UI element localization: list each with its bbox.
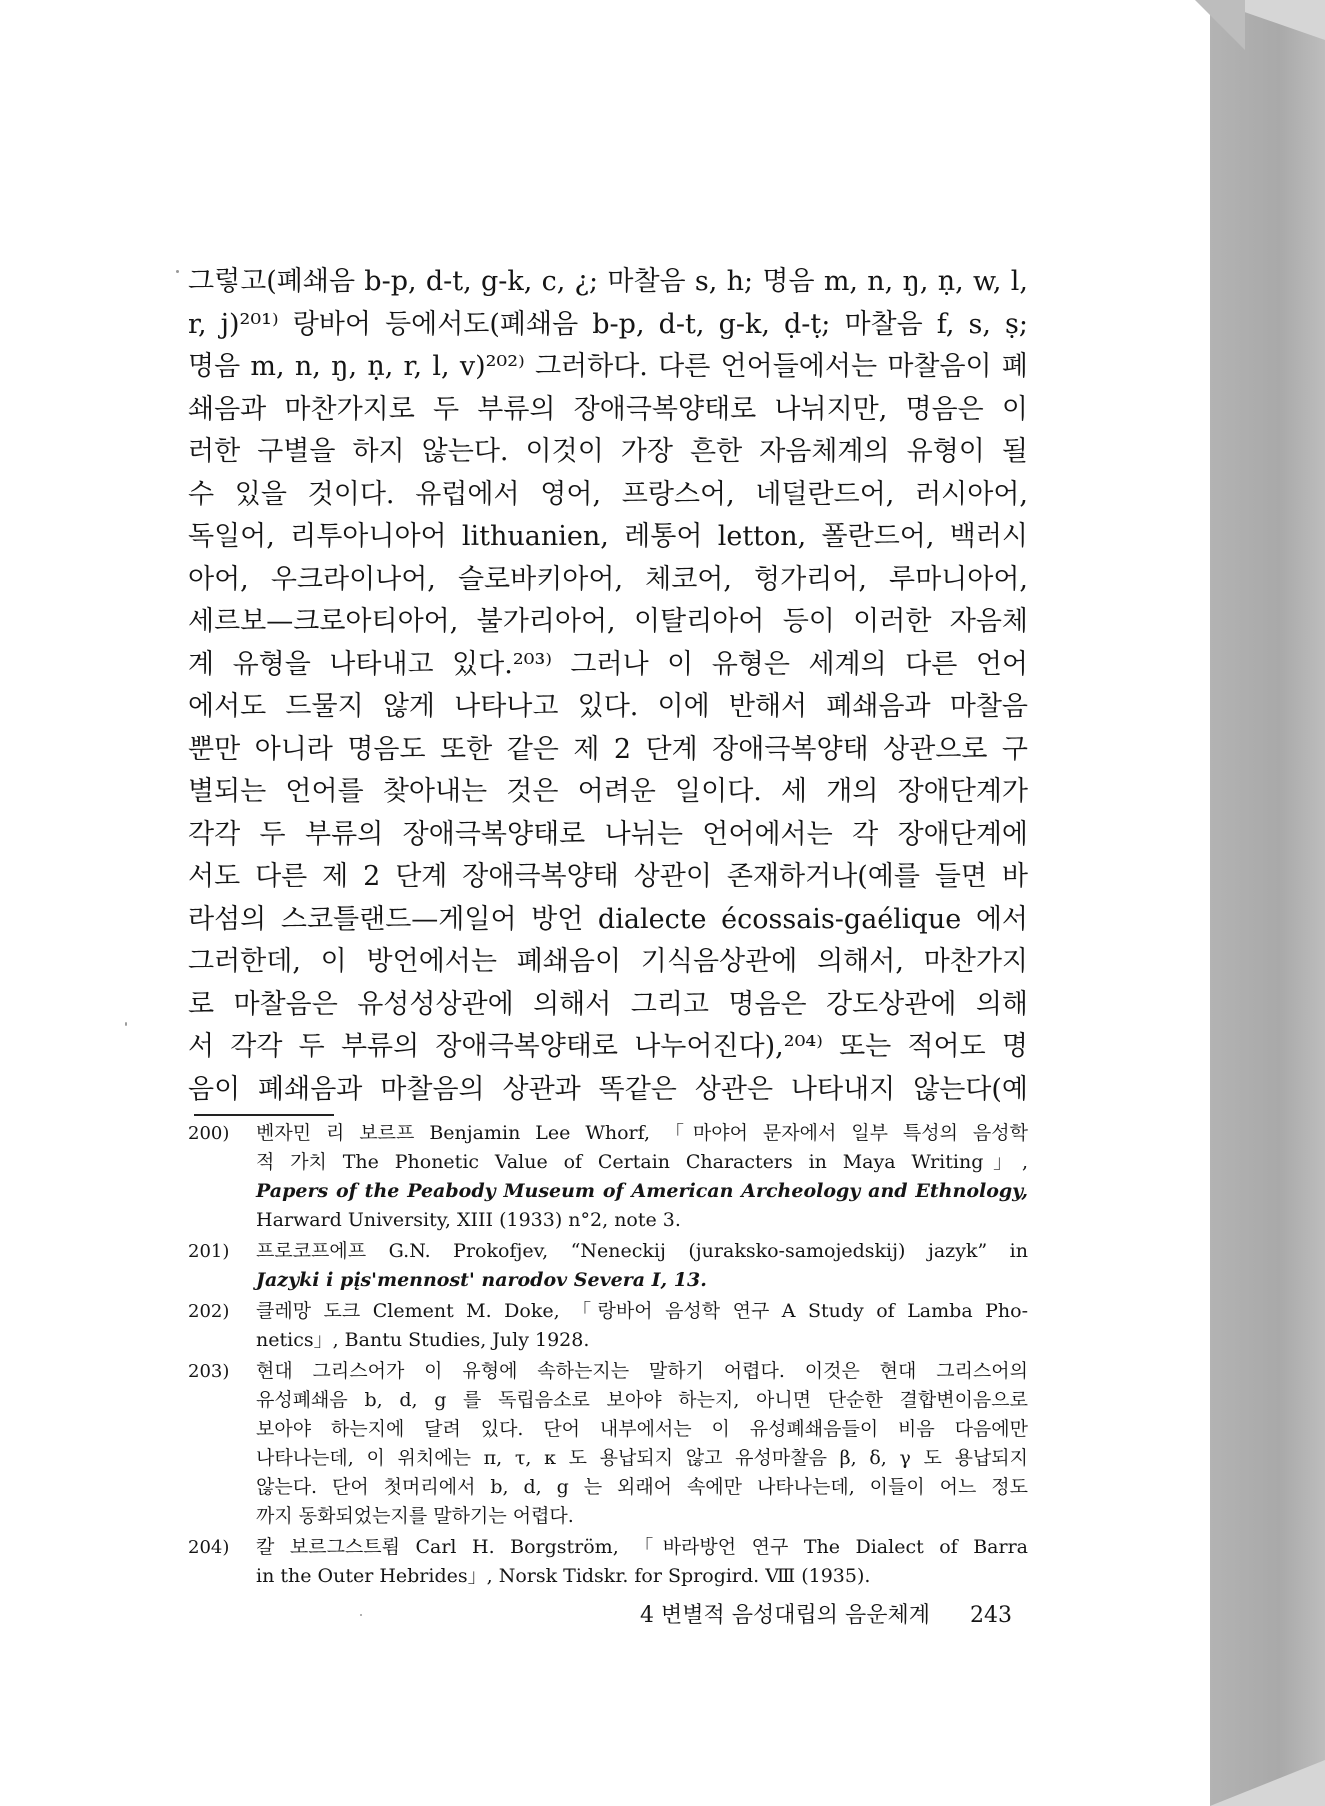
footnote [188,1119,1028,1235]
text-line: 음이 폐쇄음과 마찰음의 상관과 똑같은 상관은 나타내지 않는다(예 [188,1073,1028,1105]
scan-speck [176,270,179,273]
footnote-line: 현대 그리스어가 이 유형에 속하는지는 말하기 어렵다. 이것은 현대 그리스어의 [256,1360,1028,1382]
text-line: 쇄음과 마찬가지로 두 부류의 장애극복양태로 나뉘지만, 명음은 이 [188,393,1028,425]
book-title: Jazyki i pįs'mennost' narodov Severa Ⅰ, 13. [256,1269,707,1291]
footnote [188,1533,1028,1591]
footnote [188,1237,1028,1295]
text-line: 세르보—크로아티아어, 불가리아어, 이탈리아어 등이 이러한 자음체 [188,606,1028,637]
footnote [188,1297,1028,1355]
footnote-number: 204) [188,1537,230,1558]
scan-speck [360,1614,362,1616]
text-line: 별되는 언어를 찾아내는 것은 어려운 일이다. 세 개의 장애단계가 [188,776,1028,807]
footnote-line: 벤자민 리 보르프 Benjamin Lee Whorf, 「마야어 문자에서 일부 특성의 음성학 [256,1122,1028,1144]
text-line: 명음 m, n, ŋ, ṇ, r, l, v)²⁰²⁾ 그러하다. 다른 언어들에서는 마찰음이 폐 [188,351,1028,382]
footnote-line: 보아야 하는지에 달려 있다. 단어 내부에서는 이 유성폐쇄음들이 비음 다음에만 [256,1418,1028,1440]
book-edge-top [1195,0,1245,50]
text-line: 서도 다른 제 2 단계 장애극복양태 상관이 존재하거나(예를 들면 바 [188,861,1028,892]
footnote-line [256,1177,1028,1206]
footnote-line: Harward University, XIII (1933) n°2, note 3. [256,1209,681,1231]
footnote [188,1357,1028,1531]
footnote-line: 적 가치 The Phonetic Value of Certain Characters in Maya Writing」, [256,1151,1028,1173]
footnotes [188,1119,1028,1593]
footnote-line: 클레망 도크 Clement M. Doke, 「랑바어 음성학 연구 A Study of Lamba Pho- [256,1300,1028,1322]
footnote-line [256,1266,1028,1295]
footnote-line: 프로코프에프 G.N. Prokofjev, “Neneckij (juraksko-samojedskij) jazyk” in [256,1240,1028,1262]
footnote-number: 201) [188,1241,230,1262]
book-edge [1210,0,1325,1806]
body-text [188,261,1028,1111]
text-line: 러한 구별을 하지 않는다. 이것이 가장 흔한 자음체계의 유형이 될 [188,436,1028,467]
page-footer [612,1598,1012,1629]
text-line: 그렇고(폐쇄음 b-p, d-t, g-k, c, ¿; 마찰음 s, h; 명음 m, n, ŋ, ṇ, w, l, [188,266,1028,297]
footnote-number: 200) [188,1123,230,1144]
footnote-divider [194,1114,334,1116]
text-line: 라섬의 스코틀랜드—게일어 방언 dialecte écossais-gaélique 에서 [188,903,1028,935]
footnote-line: in the Outer Hebrides」, Norsk Tidskr. for Sprogird. Ⅷ (1935). [256,1565,871,1587]
footnote-line: 까지 동화되었는지를 말하기는 어렵다. [256,1505,574,1527]
footnote-number: 203) [188,1361,230,1382]
text-line: 뿐만 아니라 명음도 또한 같은 제 2 단계 장애극복양태 상관으로 구 [188,733,1028,765]
footnote-line: 칼 보르그스트룀 Carl H. Borgström, 「바라방언 연구 The Dialect of Barra [256,1536,1028,1558]
text-line: 계 유형을 나타내고 있다.²⁰³⁾ 그러나 이 유형은 세계의 다른 언어 [188,648,1028,680]
footnote-line: 않는다. 단어 첫머리에서 b, d, g 는 외래어 속에만 나타나는데, 이들이 어느 정도 [256,1476,1028,1498]
footnote-line: netics」, Bantu Studies, July 1928. [256,1329,590,1351]
footnote-number: 202) [188,1301,230,1322]
text-line: 그러한데, 이 방언에서는 폐쇄음이 기식음상관에 의해서, 마찬가지 [188,946,1028,977]
text-line: 서 각각 두 부류의 장애극복양태로 나누어진다),²⁰⁴⁾ 또는 적어도 명 [188,1031,1028,1062]
text-line: 독일어, 리투아니아어 lithuanien, 레통어 letton, 폴란드어, 백러시 [188,521,1028,552]
scan-speck [125,1022,127,1026]
text-line: 에서도 드물지 않게 나타나고 있다. 이에 반해서 폐쇄음과 마찰음 [188,691,1028,722]
text-line: 로 마찰음은 유성성상관에 의해서 그리고 명음은 강도상관에 의해 [188,988,1028,1020]
text-line: r, j)²⁰¹⁾ 랑바어 등에서도(폐쇄음 b-p, d-t, g-k, ḍ-ṭ; 마찰음 f, s, ṣ; [188,308,1028,340]
page-number: 243 [970,1603,1012,1628]
text-line: 수 있을 것이다. 유럽에서 영어, 프랑스어, 네덜란드어, 러시아어, [188,478,1028,510]
text-line: 각각 두 부류의 장애극복양태로 나뉘는 언어에서는 각 장애단계에 [188,818,1028,850]
chapter-title: 4 변별적 음성대립의 음운체계 [639,1603,930,1628]
footnote-line: 나타나는데, 이 위치에는 π, τ, κ 도 용납되지 않고 유성마찰음 β, δ, γ 도 용납되지 [256,1447,1028,1469]
footnote-line: 유성폐쇄음 b, d, g 를 독립음소로 보아야 하는지, 아니면 단순한 결합변이음으로 [256,1389,1028,1411]
journal-title: Papers of the Peabody Museum of American Archeology and Ethnology, [256,1180,1028,1202]
text-line: 아어, 우크라이나어, 슬로바키아어, 체코어, 헝가리어, 루마니아어, [188,563,1028,595]
